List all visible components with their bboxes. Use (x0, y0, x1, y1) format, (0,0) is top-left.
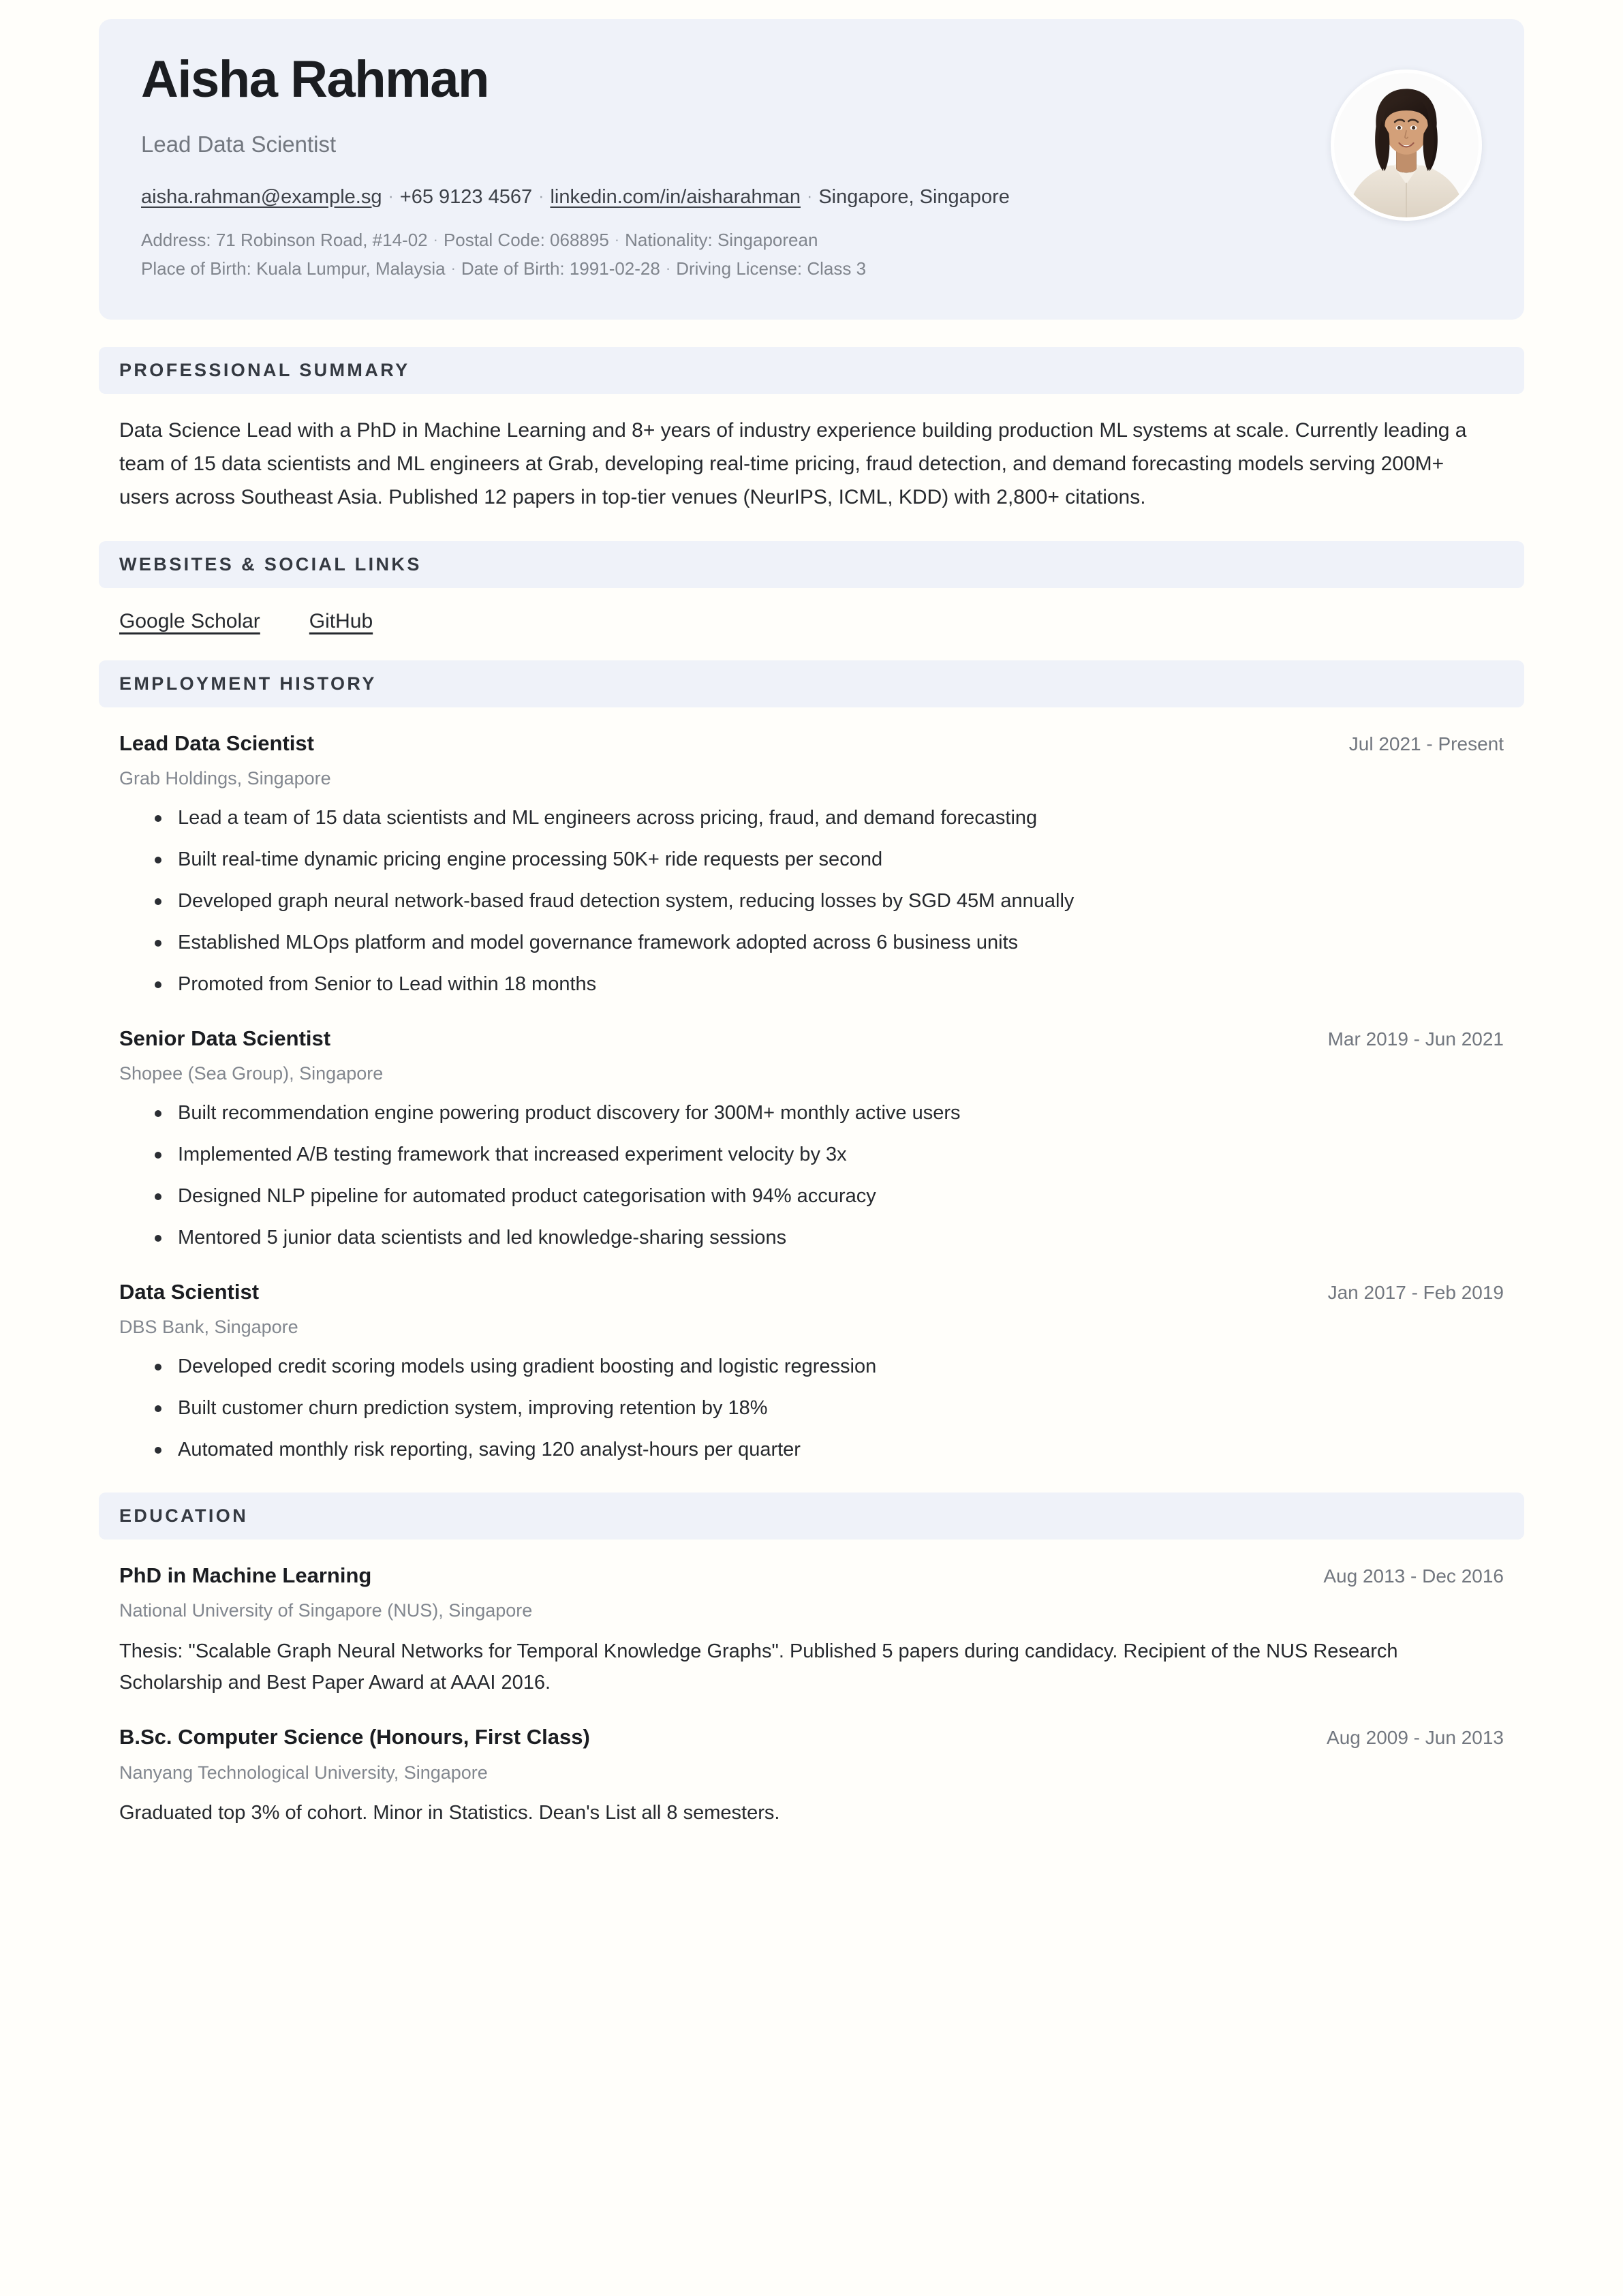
section-body-summary (99, 414, 1524, 514)
section-body-websites (99, 610, 1524, 633)
location-text: Singapore, Singapore (818, 185, 1010, 208)
section-header-education (99, 1493, 1524, 1540)
section-title-employment: EMPLOYMENT HISTORY (119, 673, 377, 694)
contact-line (141, 183, 1303, 213)
contact-separator: · (388, 186, 394, 206)
section-title-websites: WEBSITES & SOCIAL LINKS (119, 554, 422, 575)
list-item: Mentored 5 junior data scientists and led knowledge-sharing sessions (155, 1223, 1504, 1253)
address-text: Address: 71 Robinson Road, #14-02 (141, 230, 428, 251)
avatar (1331, 70, 1482, 221)
email-link[interactable]: aisha.rahman@example.sg (141, 185, 382, 208)
entry-header (119, 1279, 1504, 1304)
page-title: Aisha Rahman (141, 50, 489, 108)
employment-entry (119, 731, 1504, 1000)
employment-entry (119, 1279, 1504, 1465)
link-github[interactable]: GitHub (309, 610, 373, 633)
entry-header (119, 1026, 1504, 1051)
entry-role: Data Scientist (119, 1280, 260, 1304)
nationality-text: Nationality: Singaporean (625, 230, 818, 251)
list-item: Lead a team of 15 data scientists and ML engineers across pricing, fraud, and demand forecasting (155, 803, 1504, 833)
entry-dates: Aug 2009 - Jun 2013 (1327, 1727, 1504, 1749)
list-item: Promoted from Senior to Lead within 18 months (155, 969, 1504, 1000)
employment-entry (119, 1026, 1504, 1253)
entry-institution: National University of Singapore (NUS), Singapore (119, 1600, 533, 1621)
list-item: Established MLOps platform and model governance framework adopted across 6 business units (155, 928, 1504, 958)
contact-separator: · (806, 186, 813, 206)
meta-separator: · (614, 231, 620, 249)
driving-license-text: Driving License: Class 3 (676, 258, 867, 279)
entry-description: Graduated top 3% of cohort. Minor in Statistics. Dean's List all 8 semesters. (119, 1801, 780, 1824)
header-job-title: Lead Data Scientist (141, 132, 337, 157)
entry-role: Lead Data Scientist (119, 731, 314, 756)
entry-header (119, 1724, 1504, 1749)
avatar-photo-icon (1334, 73, 1479, 217)
summary-paragraph: Data Science Lead with a PhD in Machine Learning and 8+ years of industry experience building production ML systems at scale. Currently leading a team of 15 data scientists and ML engineers at Grab, developing real-time pricing, fraud detection, and demand forecasting models serving 200M+ users across Southeast Asia. Published 12 papers in top-tier venues (NeurIPS, ICML, KDD) with 2,800+ citations. (119, 419, 1467, 508)
phone-text: +65 9123 4567 (399, 185, 533, 208)
entry-dates: Jul 2021 - Present (1348, 733, 1504, 755)
meta-line-address (141, 226, 1303, 254)
entry-description: Thesis: "Scalable Graph Neural Networks for Temporal Knowledge Graphs". Published 5 papers during candidacy. Recipient of the NUS Research Scholarship and Best Paper Award at AAAI 2016. (119, 1640, 1398, 1694)
list-item: Implemented A/B testing framework that increased experiment velocity by 3x (155, 1139, 1504, 1170)
list-item: Built recommendation engine powering product discovery for 300M+ monthly active users (155, 1098, 1504, 1129)
section-body-education (99, 1563, 1524, 1828)
meta-line-birth (141, 254, 1303, 283)
entry-bullet-list (119, 1351, 1504, 1465)
header-text-block (141, 52, 1303, 283)
list-item: Built customer churn prediction system, improving retention by 18% (155, 1393, 1504, 1424)
linkedin-link[interactable]: linkedin.com/in/aisharahman (550, 185, 801, 208)
social-links-row (119, 610, 1504, 633)
entry-header (119, 731, 1504, 756)
entry-degree: B.Sc. Computer Science (Honours, First Class) (119, 1725, 590, 1749)
meta-separator: · (433, 231, 438, 249)
list-item: Automated monthly risk reporting, saving 120 analyst-hours per quarter (155, 1435, 1504, 1465)
entry-dates: Jan 2017 - Feb 2019 (1327, 1282, 1504, 1304)
list-item: Developed credit scoring models using gradient boosting and logistic regression (155, 1351, 1504, 1382)
section-title-summary: PROFESSIONAL SUMMARY (119, 360, 410, 381)
section-header-websites (99, 541, 1524, 588)
section-title-education: EDUCATION (119, 1505, 249, 1527)
section-header-summary (99, 347, 1524, 394)
entry-organisation: DBS Bank, Singapore (119, 1317, 298, 1338)
entry-degree: PhD in Machine Learning (119, 1563, 372, 1588)
entry-organisation: Shopee (Sea Group), Singapore (119, 1063, 384, 1084)
section-body-employment (99, 731, 1524, 1465)
entry-bullet-list (119, 1098, 1504, 1253)
postal-code-text: Postal Code: 068895 (443, 230, 609, 251)
date-of-birth-text: Date of Birth: 1991-02-28 (461, 258, 660, 279)
meta-separator: · (665, 260, 671, 277)
meta-separator: · (450, 260, 456, 277)
entry-dates: Mar 2019 - Jun 2021 (1327, 1028, 1504, 1050)
list-item: Built real-time dynamic pricing engine processing 50K+ ride requests per second (155, 844, 1504, 875)
entry-dates: Aug 2013 - Dec 2016 (1323, 1565, 1504, 1587)
place-of-birth-text: Place of Birth: Kuala Lumpur, Malaysia (141, 258, 446, 279)
contact-separator: · (538, 186, 544, 206)
link-google-scholar[interactable]: Google Scholar (119, 610, 260, 633)
section-header-employment (99, 660, 1524, 707)
resume-header-card (99, 19, 1524, 320)
education-entry (119, 1563, 1504, 1698)
entry-header (119, 1563, 1504, 1588)
entry-organisation: Grab Holdings, Singapore (119, 768, 331, 789)
entry-role: Senior Data Scientist (119, 1026, 331, 1051)
education-entry (119, 1724, 1504, 1828)
list-item: Developed graph neural network-based fraud detection system, reducing losses by SGD 45M annually (155, 886, 1504, 917)
entry-institution: Nanyang Technological University, Singapore (119, 1762, 488, 1783)
entry-bullet-list (119, 803, 1504, 1000)
list-item: Designed NLP pipeline for automated product categorisation with 94% accuracy (155, 1181, 1504, 1212)
